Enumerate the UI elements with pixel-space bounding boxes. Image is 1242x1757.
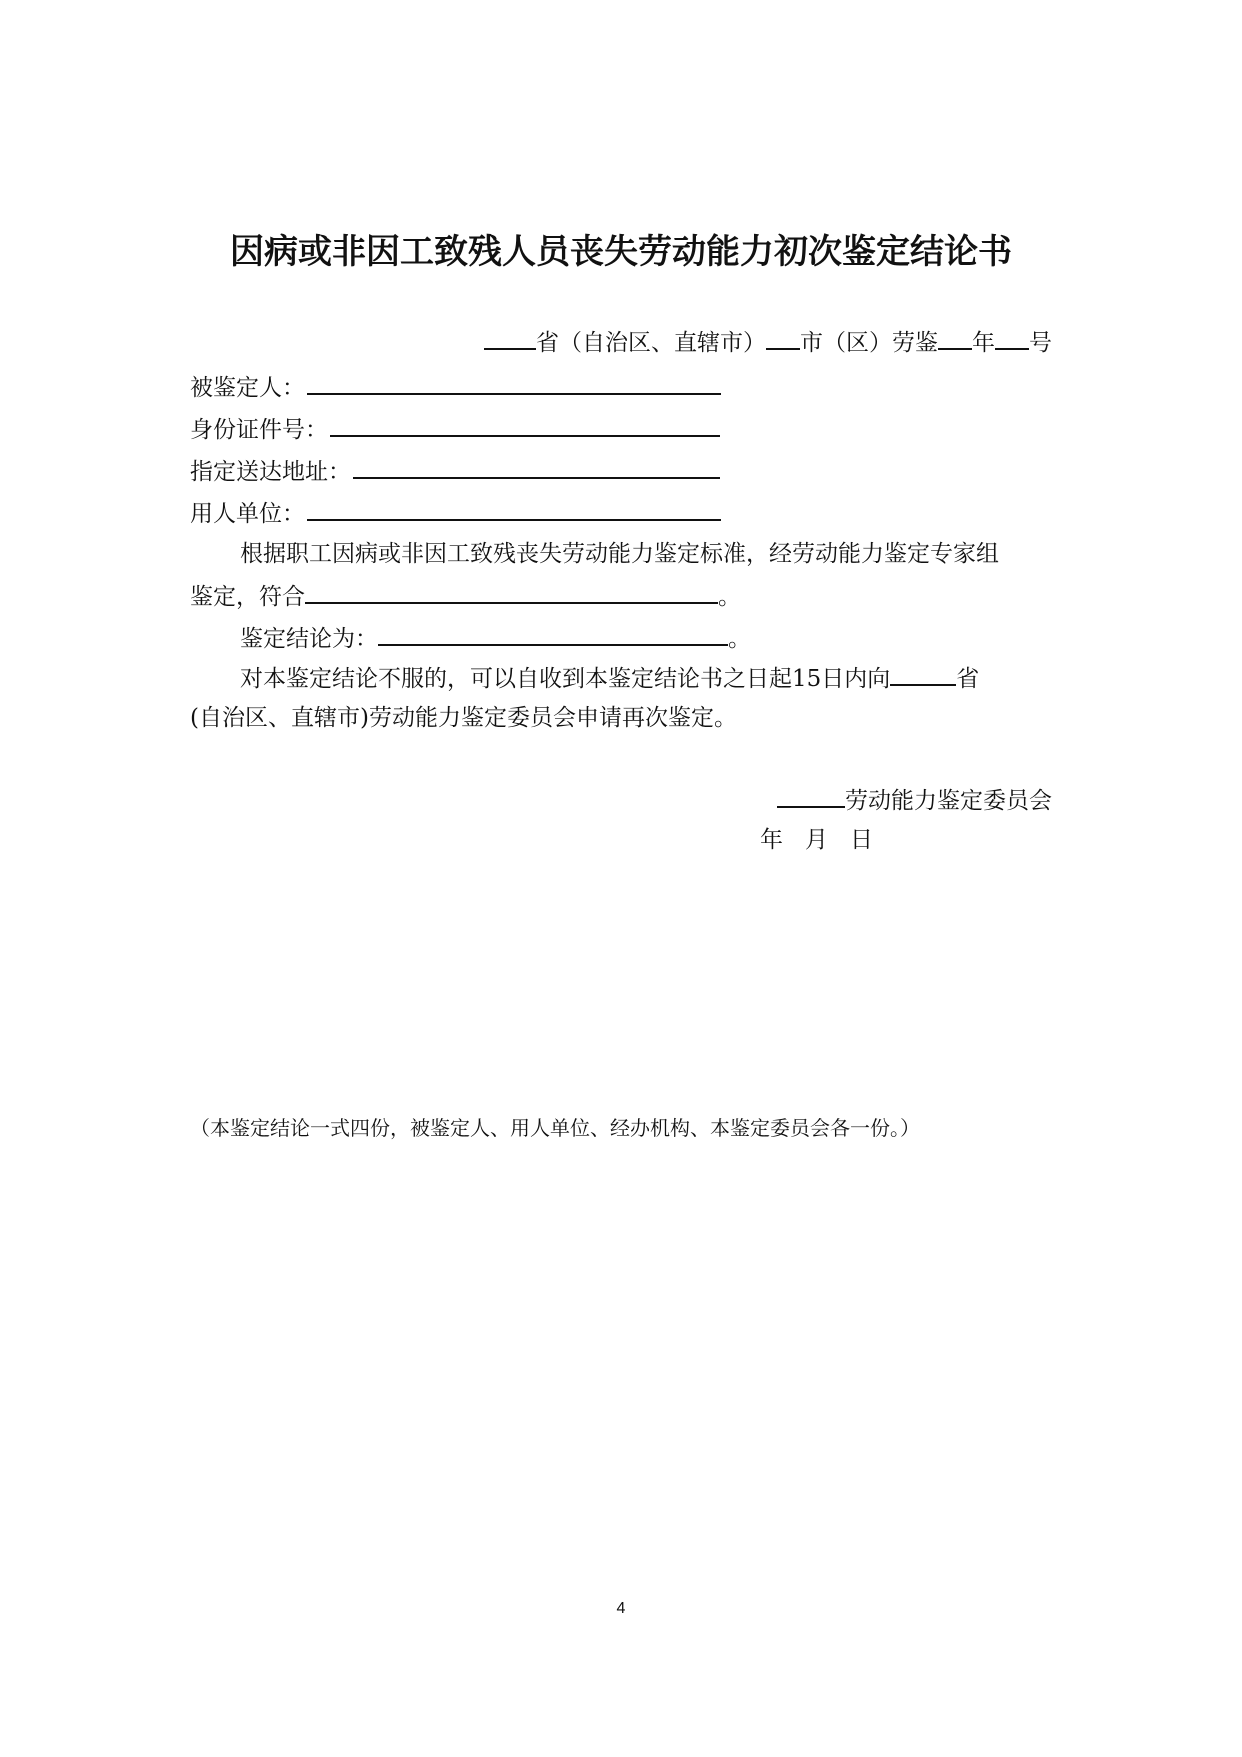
city-label: 市（区）劳鉴 <box>800 330 938 356</box>
date-month: 月 <box>805 827 828 853</box>
address-row <box>190 455 720 487</box>
appraisee-field[interactable] <box>307 371 721 395</box>
employer-row <box>190 497 721 529</box>
employer-field[interactable] <box>307 497 721 521</box>
appeal-line1 <box>240 662 979 694</box>
appraisee-row <box>190 371 721 403</box>
employer-label: 用人单位： <box>190 501 305 527</box>
committee-signature <box>777 784 1052 816</box>
para1-line2 <box>190 580 741 612</box>
appeal-province-field[interactable] <box>890 662 956 686</box>
id-number-row <box>190 413 720 445</box>
conclusion-label: 鉴定结论为： <box>240 626 378 652</box>
number-label: 号 <box>1029 330 1052 356</box>
address-label: 指定送达地址： <box>190 459 351 485</box>
para1-prefix: 鉴定，符合 <box>190 584 305 610</box>
conclusion-row <box>240 622 751 654</box>
period-1: 。 <box>718 584 741 610</box>
id-number-field[interactable] <box>330 413 720 437</box>
document-number <box>484 326 1052 358</box>
appeal-prefix: 对本鉴定结论不服的，可以自收到本鉴定结论书之日起15日内向 <box>240 666 891 692</box>
footnote: （本鉴定结论一式四份，被鉴定人、用人单位、经办机构、本鉴定委员会各一份。） <box>190 1116 920 1140</box>
date-year: 年 <box>760 827 783 853</box>
committee-blank[interactable] <box>777 784 845 808</box>
province-blank[interactable] <box>484 326 536 350</box>
province-label: 省（自治区、直辖市） <box>536 330 766 356</box>
criteria-field[interactable] <box>305 580 718 604</box>
id-number-label: 身份证件号： <box>190 417 328 443</box>
date-day: 日 <box>850 827 873 853</box>
conclusion-field[interactable] <box>378 622 728 646</box>
document-title: 因病或非因工致残人员丧失劳动能力初次鉴定结论书 <box>230 232 1012 272</box>
committee-label: 劳动能力鉴定委员会 <box>845 788 1052 814</box>
period-2: 。 <box>728 626 751 652</box>
year-label: 年 <box>972 330 995 356</box>
signature-date <box>760 825 873 855</box>
appeal-suffix: 省 <box>956 666 980 692</box>
appeal-line2: (自治区、直辖市)劳动能力鉴定委员会申请再次鉴定。 <box>190 705 737 731</box>
para1-line1: 根据职工因病或非因工致残丧失劳动能力鉴定标准，经劳动能力鉴定专家组 <box>240 541 999 567</box>
city-blank[interactable] <box>766 326 800 350</box>
appraisee-label: 被鉴定人： <box>190 375 305 401</box>
address-field[interactable] <box>353 455 720 479</box>
page-number: 4 <box>616 1600 626 1617</box>
number-blank[interactable] <box>995 326 1029 350</box>
year-blank[interactable] <box>938 326 972 350</box>
